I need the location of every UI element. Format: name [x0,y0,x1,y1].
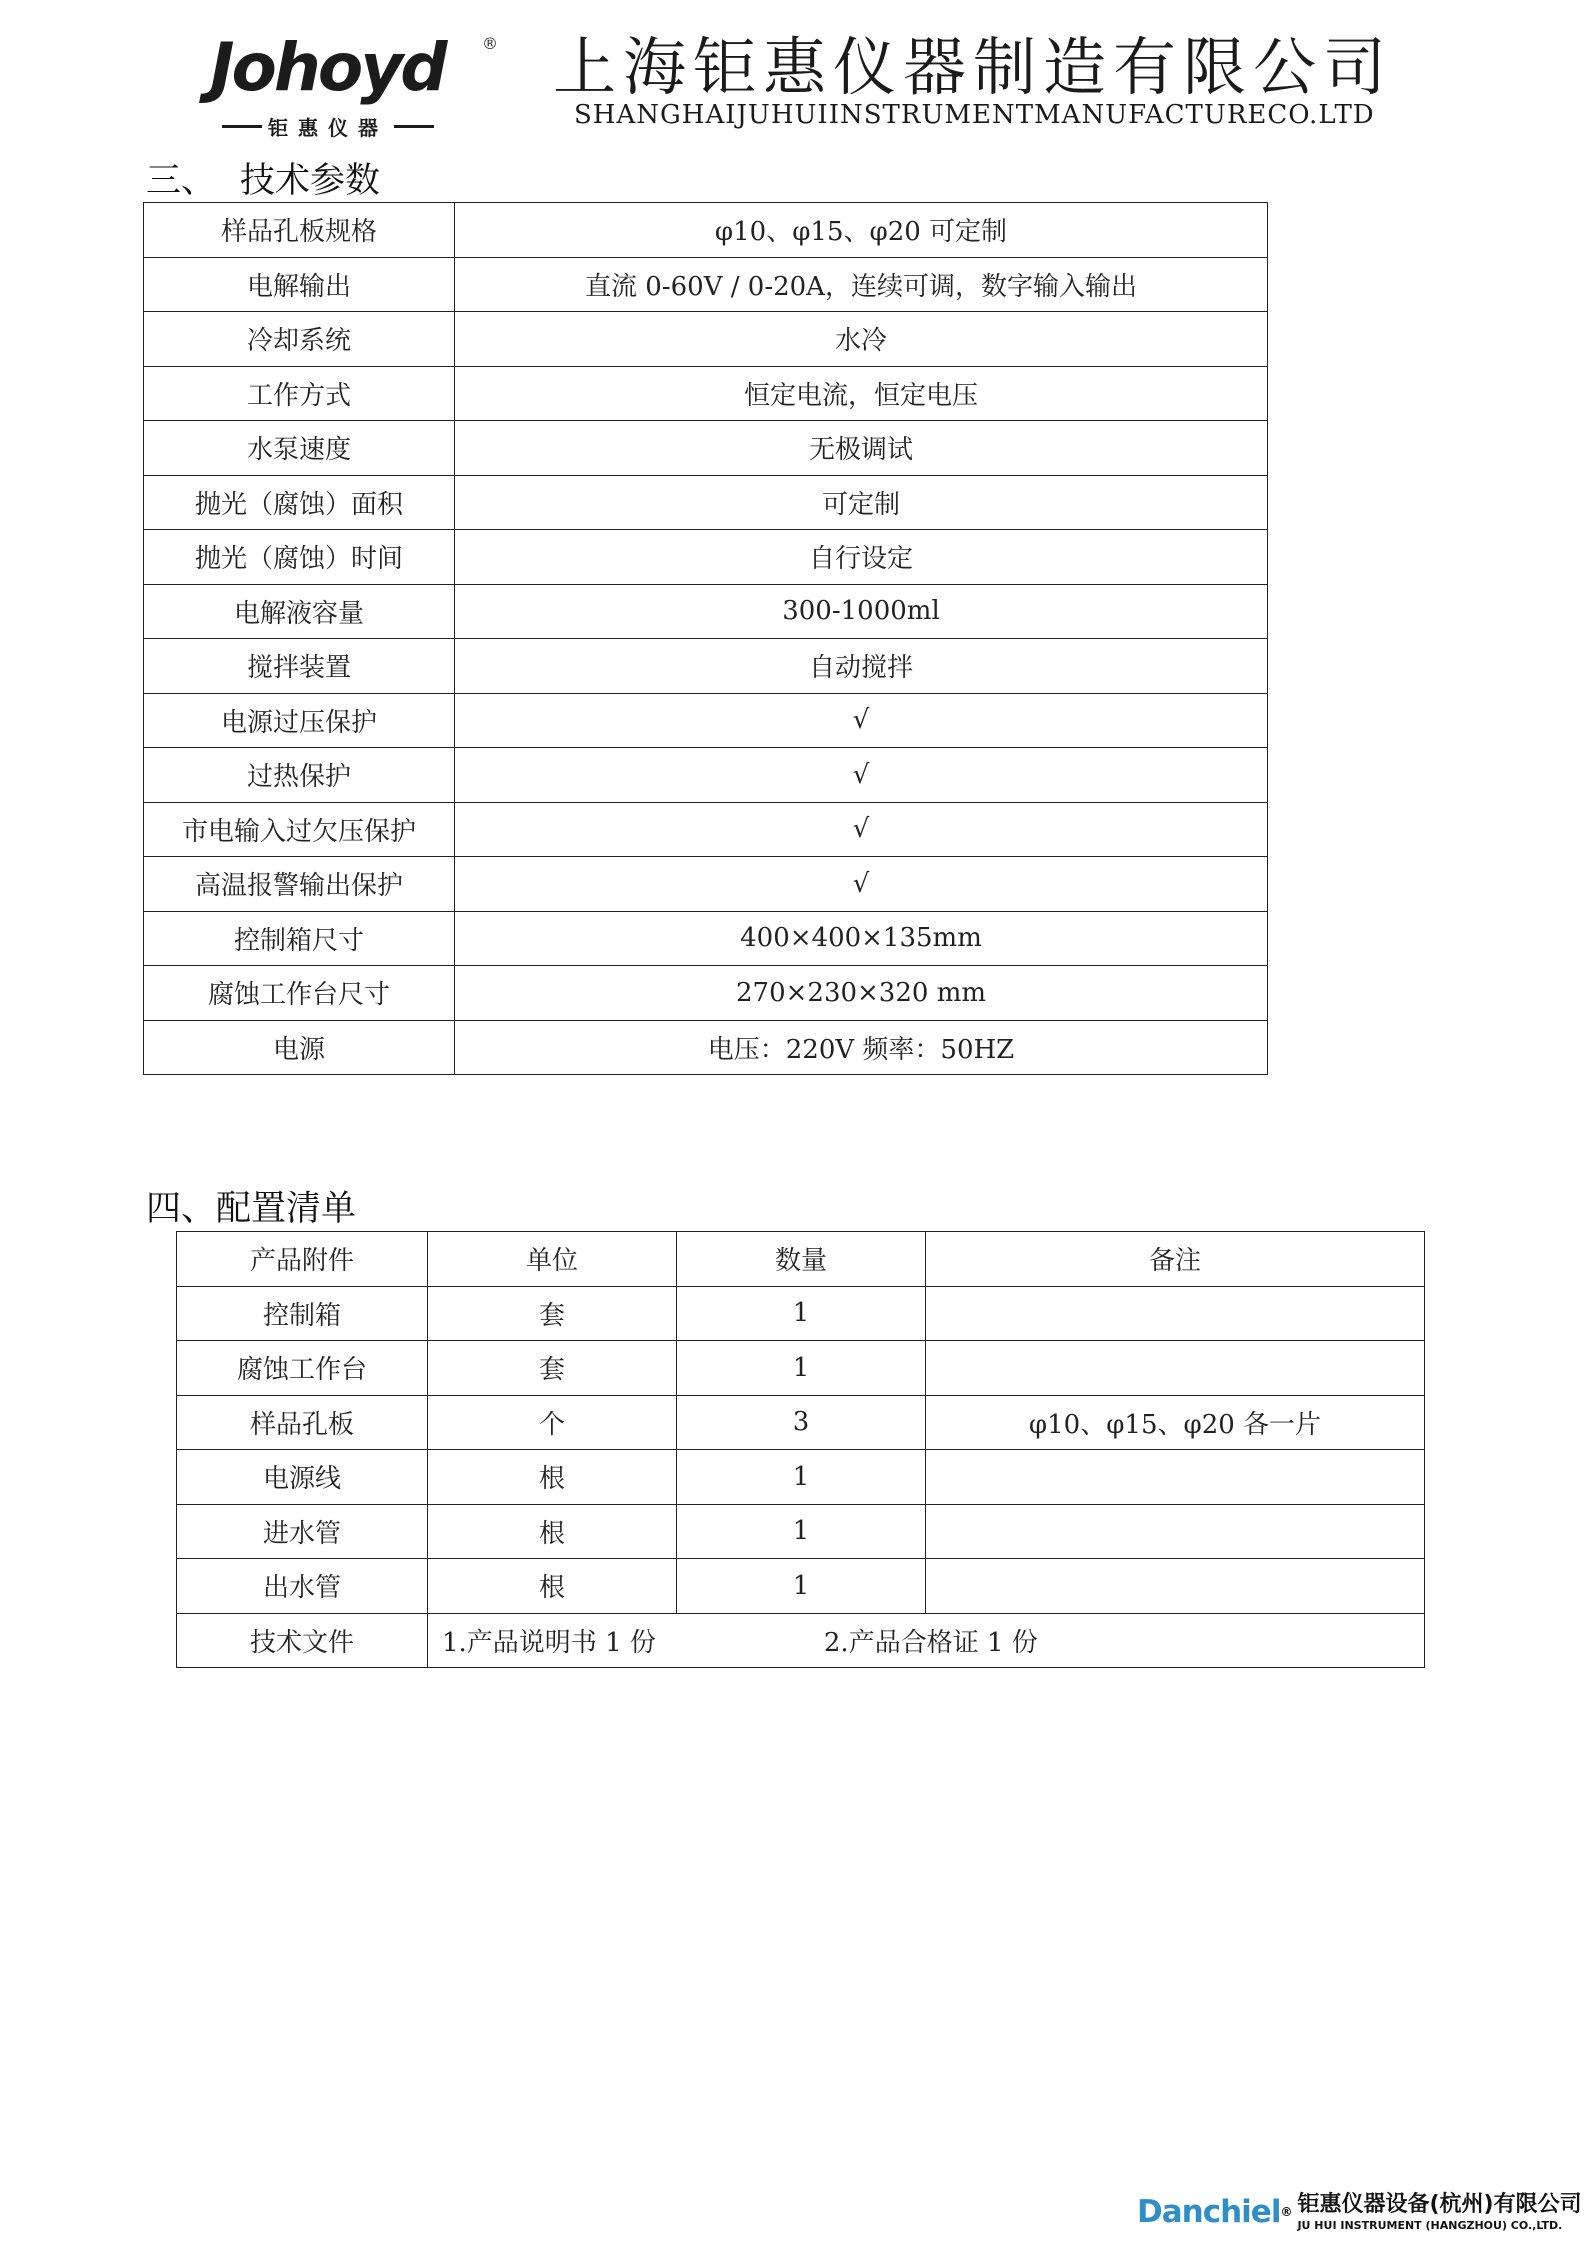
item-note [926,1504,1425,1559]
table-row [144,639,1268,694]
spec-value: √ [455,693,1268,748]
table-row-docs [177,1613,1425,1668]
logo-subtitle [216,112,476,141]
spec-value: 直流 0-60V / 0-20A，连续可调，数字输入输出 [455,257,1268,312]
spec-label: 市电输入过欠压保护 [144,802,455,857]
table-row [177,1559,1425,1614]
item-qty: 1 [677,1450,926,1505]
table-row [144,584,1268,639]
section-title-text: 技术参数 [240,161,381,201]
registered-mark: ® [482,34,498,53]
column-header: 产品附件 [177,1232,428,1287]
spec-label: 冷却系统 [144,312,455,367]
table-row [144,530,1268,585]
spec-label: 腐蚀工作台尺寸 [144,966,455,1021]
spec-table [143,202,1268,1075]
spec-label: 高温报警输出保护 [144,857,455,912]
footer-company [1297,2192,1581,2234]
item-note [926,1341,1425,1396]
company-name-en: SHANGHAIJUHUIINSTRUMENTMANUFACTURECO.LTD [574,100,1375,130]
spec-value: √ [455,802,1268,857]
spec-label: 电解液容量 [144,584,455,639]
item-qty: 1 [677,1504,926,1559]
column-header: 备注 [926,1232,1425,1287]
table-row [177,1504,1425,1559]
spec-label: 电解输出 [144,257,455,312]
item-unit: 根 [428,1559,677,1614]
spec-value: 可定制 [455,475,1268,530]
section-number: 三、 [146,161,217,201]
table-row [144,312,1268,367]
spec-label: 工作方式 [144,366,455,421]
footer-brand-mark: ® [1280,2205,1292,2219]
company-name-cn: 上海钜惠仪器制造有限公司 [553,31,1393,104]
table-row [144,802,1268,857]
table-row [144,857,1268,912]
item-name: 进水管 [177,1504,428,1559]
table-row [144,966,1268,1021]
item-name: 电源线 [177,1450,428,1505]
table-row [144,475,1268,530]
table-row [177,1450,1425,1505]
item-name: 腐蚀工作台 [177,1341,428,1396]
doc-item-certificate: 2.产品合格证 1 份 [823,1627,1038,1658]
spec-value: 300-1000ml [455,584,1268,639]
item-note [926,1559,1425,1614]
doc-item-manual: 1.产品说明书 1 份 [442,1627,656,1658]
table-row [144,748,1268,803]
item-unit: 个 [428,1395,677,1450]
table-row [144,366,1268,421]
item-qty: 1 [677,1286,926,1341]
column-header: 数量 [677,1232,926,1287]
table-row [177,1341,1425,1396]
table-row [144,257,1268,312]
footer-company-cn: 钜惠仪器设备(杭州)有限公司 [1297,2192,1582,2217]
item-note [926,1450,1425,1505]
table-row [144,421,1268,476]
table-header-row [177,1232,1425,1287]
footer-logo [1137,2192,1582,2242]
table-row [144,1020,1268,1075]
spec-value: √ [455,748,1268,803]
table-row [144,911,1268,966]
spec-label: 控制箱尺寸 [144,911,455,966]
table-row [177,1286,1425,1341]
spec-label: 搅拌装置 [144,639,455,694]
spec-value: 自行设定 [455,530,1268,585]
spec-value: 自动搅拌 [455,639,1268,694]
spec-label: 过热保护 [144,748,455,803]
item-name: 控制箱 [177,1286,428,1341]
spec-label: 电源 [144,1020,455,1075]
footer-brand-text: Danchiel [1137,2194,1281,2230]
item-qty: 3 [677,1395,926,1450]
footer-brand [1137,2192,1291,2232]
spec-value: 270×230×320 mm [455,966,1268,1021]
table-row [144,693,1268,748]
docs-label: 技术文件 [177,1613,428,1668]
item-name: 出水管 [177,1559,428,1614]
spec-value: 恒定电流，恒定电压 [455,366,1268,421]
item-name: 样品孔板 [177,1395,428,1450]
item-note [926,1286,1425,1341]
section-title-config: 四、配置清单 [146,1189,357,1229]
item-unit: 套 [428,1341,677,1396]
spec-value: √ [455,857,1268,912]
item-qty: 1 [677,1341,926,1396]
spec-value: 水冷 [455,312,1268,367]
spec-label: 样品孔板规格 [144,203,455,258]
item-unit: 根 [428,1504,677,1559]
logo-subtitle-text: 钜惠仪器 [268,116,388,140]
spec-value: 无极调试 [455,421,1268,476]
item-note: φ10、φ15、φ20 各一片 [926,1395,1425,1450]
spec-value: 电压：220V 频率：50HZ [455,1020,1268,1075]
spec-value: φ10、φ15、φ20 可定制 [455,203,1268,258]
spec-label: 水泵速度 [144,421,455,476]
item-qty: 1 [677,1559,926,1614]
item-unit: 根 [428,1450,677,1505]
column-header: 单位 [428,1232,677,1287]
spec-label: 抛光（腐蚀）面积 [144,475,455,530]
spec-value: 400×400×135mm [455,911,1268,966]
table-row [177,1395,1425,1450]
spec-label: 抛光（腐蚀）时间 [144,530,455,585]
company-logo [210,28,510,140]
config-table [176,1231,1425,1668]
docs-list [428,1613,1425,1668]
item-unit: 套 [428,1286,677,1341]
footer-company-en: JU HUI INSTRUMENT (HANGZHOU) CO.,LTD. [1297,2219,1563,2232]
spec-label: 电源过压保护 [144,693,455,748]
logo-wordmark: Johoyd [210,29,445,106]
table-row [144,203,1268,258]
section-title-specs [146,153,380,203]
